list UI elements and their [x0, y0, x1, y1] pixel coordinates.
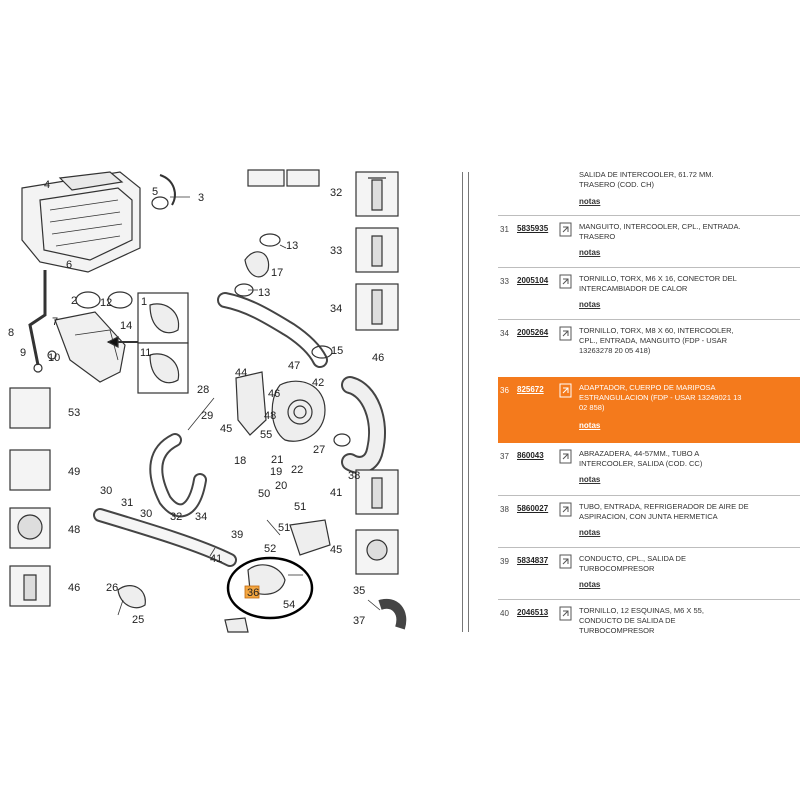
- part-description: TORNILLO, TORX, M8 X 60, INTERCOOLER, CPL., ENTRADA, MANGUITO (FDP - USAR 13263278 20 05 418): [579, 326, 734, 355]
- callout-14[interactable]: 14: [120, 320, 133, 332]
- callout-5[interactable]: 5: [152, 186, 159, 198]
- callout-45a[interactable]: 45: [220, 423, 233, 435]
- callout-30[interactable]: 30: [100, 485, 113, 497]
- callout-8[interactable]: 8: [8, 327, 15, 339]
- part-ref-number: 31: [500, 225, 509, 234]
- part-ref-number: 36: [500, 386, 509, 395]
- part-ref-number: 34: [500, 329, 509, 338]
- callout-46a[interactable]: 46: [372, 352, 385, 364]
- part-description: ABRAZADERA, 44-57MM., TUBO A INTERCOOLER, SALIDA (COD. CC): [579, 449, 703, 468]
- callout-26b[interactable]: 26: [106, 582, 119, 594]
- part-code-link[interactable]: 2005264: [517, 328, 549, 337]
- part-code-link[interactable]: 2046513: [517, 608, 549, 617]
- callout-18[interactable]: 18: [234, 455, 247, 467]
- callout-46b[interactable]: 46: [268, 388, 281, 400]
- part-ref-number: 37: [500, 452, 509, 461]
- callout-29[interactable]: 29: [201, 410, 214, 422]
- thumb-53[interactable]: [10, 388, 50, 428]
- parts-row[interactable]: [498, 215, 800, 267]
- air-filter-box[interactable]: [22, 172, 140, 272]
- callout-34[interactable]: 34: [195, 511, 208, 523]
- cart-add-icon[interactable]: [559, 502, 572, 517]
- callout-4[interactable]: 4: [44, 179, 51, 191]
- callout-27[interactable]: 27: [313, 444, 326, 456]
- callout-3[interactable]: 3: [198, 192, 205, 204]
- cart-add-icon[interactable]: [559, 606, 572, 621]
- callout-42[interactable]: 42: [312, 377, 325, 389]
- callout-15[interactable]: 15: [331, 345, 344, 357]
- callout-48b[interactable]: 48: [68, 524, 81, 536]
- callout-52[interactable]: 52: [264, 543, 277, 555]
- callout-9[interactable]: 9: [20, 347, 27, 359]
- panel-divider-inner: [468, 172, 469, 632]
- parts-row[interactable]: [498, 599, 800, 639]
- part-code-link[interactable]: 825672: [517, 385, 544, 394]
- callout-22[interactable]: 22: [291, 464, 304, 476]
- parts-row[interactable]: [498, 495, 800, 547]
- callout-6[interactable]: 6: [66, 259, 73, 271]
- callout-51a[interactable]: 51: [294, 501, 307, 513]
- callout-32b[interactable]: 32: [330, 187, 343, 199]
- callout-20[interactable]: 20: [275, 480, 288, 492]
- notes-link[interactable]: notas: [579, 580, 601, 589]
- callout-11[interactable]: 11: [140, 347, 152, 359]
- thumb-49[interactable]: [10, 450, 50, 490]
- callout-49[interactable]: 49: [68, 466, 81, 478]
- part-description: MANGUITO, INTERCOOLER, CPL., ENTRADA. TRASERO: [579, 222, 741, 241]
- clamp-2[interactable]: [76, 292, 100, 308]
- callout-21[interactable]: 21: [271, 454, 284, 466]
- callout-50[interactable]: 50: [258, 488, 271, 500]
- notes-link[interactable]: notas: [579, 421, 601, 430]
- callout-2[interactable]: 2: [71, 295, 78, 307]
- callout-48a[interactable]: 48: [264, 410, 277, 422]
- callout-30b[interactable]: 30: [140, 508, 153, 520]
- callout-46c[interactable]: 46: [68, 582, 81, 594]
- part-code-link[interactable]: 2005104: [517, 276, 549, 285]
- callout-7[interactable]: 7: [52, 316, 59, 328]
- cart-add-icon[interactable]: [559, 449, 572, 464]
- callout-45b[interactable]: 45: [330, 544, 343, 556]
- parts-row[interactable]: [498, 547, 800, 599]
- part-description: CONDUCTO, CPL., SALIDA DE TURBOCOMPRESOR: [579, 554, 686, 573]
- parts-row[interactable]: [498, 319, 800, 377]
- callout-41[interactable]: 41: [210, 553, 223, 565]
- callout-47[interactable]: 47: [288, 360, 301, 372]
- bracket-44[interactable]: [236, 372, 266, 435]
- cart-add-icon[interactable]: [559, 326, 572, 341]
- notes-link[interactable]: notas: [579, 197, 601, 206]
- part-code-link[interactable]: 5835935: [517, 224, 549, 233]
- part-description: TUBO, ENTRADA, REFRIGERADOR DE AIRE DE ASPIRACION, CON JUNTA HERMETICA: [579, 502, 749, 521]
- callout-37[interactable]: 37: [353, 615, 366, 627]
- part-description: SALIDA DE INTERCOOLER, 61.72 MM. TRASERO (COD. CH): [579, 170, 714, 189]
- callout-39[interactable]: 39: [231, 529, 244, 541]
- callout-33[interactable]: 33: [330, 245, 343, 257]
- part-code-link[interactable]: 860043: [517, 451, 544, 460]
- cart-add-icon[interactable]: [559, 383, 572, 398]
- part-code-link[interactable]: 5860027: [517, 504, 549, 513]
- cart-add-icon[interactable]: [559, 554, 572, 569]
- part-description: ADAPTADOR, CUERPO DE MARIPOSA ESTRANGULACION (FDP - USAR 13249021 13 02 858): [579, 383, 742, 412]
- part-description: TORNILLO, 12 ESQUINAS, M6 X 55, CONDUCTO DE SALIDA DE TURBOCOMPRESOR: [579, 606, 704, 635]
- cart-add-icon[interactable]: [559, 274, 572, 289]
- parts-row[interactable]: [498, 165, 800, 213]
- callout-25[interactable]: 25: [132, 614, 145, 626]
- callout-19[interactable]: 19: [270, 466, 283, 478]
- cart-add-icon[interactable]: [559, 222, 572, 237]
- notes-link[interactable]: notas: [579, 528, 601, 537]
- callout-41b[interactable]: 41: [330, 487, 343, 499]
- callout-35[interactable]: 35: [353, 585, 366, 597]
- callout-1[interactable]: 1: [141, 296, 148, 308]
- callout-10[interactable]: 10: [48, 352, 61, 364]
- parts-row[interactable]: [498, 267, 800, 319]
- part-ref-number: 39: [500, 557, 509, 566]
- part-ref-number: 40: [500, 609, 509, 618]
- callout-17[interactable]: 17: [271, 267, 284, 279]
- callout-34b[interactable]: 34: [330, 303, 343, 315]
- part-description: TORNILLO, TORX, M6 X 16, CONECTOR DEL INTERCAMBIADOR DE CALOR: [579, 274, 737, 293]
- callout-55[interactable]: 55: [260, 429, 273, 441]
- callout-12[interactable]: 12: [100, 297, 113, 309]
- callout-44[interactable]: 44: [235, 367, 248, 379]
- panel-divider: [462, 172, 463, 632]
- callout-31[interactable]: 31: [121, 497, 134, 509]
- callout-13b[interactable]: 13: [258, 287, 271, 299]
- callout-13a[interactable]: 13: [286, 240, 299, 252]
- part-ref-number: 33: [500, 277, 509, 286]
- notes-link[interactable]: notas: [579, 248, 601, 257]
- notes-link[interactable]: notas: [579, 300, 601, 309]
- callout-51b[interactable]: 51: [278, 522, 291, 534]
- hose-17[interactable]: [245, 252, 269, 277]
- callout-54[interactable]: 54: [283, 599, 296, 611]
- parts-row[interactable]: [498, 443, 800, 495]
- callout-32[interactable]: 32: [170, 511, 183, 523]
- vent-hose[interactable]: [30, 270, 45, 365]
- notes-link[interactable]: notas: [579, 475, 601, 484]
- callout-28[interactable]: 28: [197, 384, 210, 396]
- part-code-link[interactable]: 5834837: [517, 556, 549, 565]
- parts-row-selected[interactable]: [498, 377, 800, 443]
- callout-53[interactable]: 53: [68, 407, 81, 419]
- callout-38[interactable]: 38: [348, 470, 361, 482]
- callout-36[interactable]: 36: [247, 587, 260, 599]
- part-ref-number: 38: [500, 505, 509, 514]
